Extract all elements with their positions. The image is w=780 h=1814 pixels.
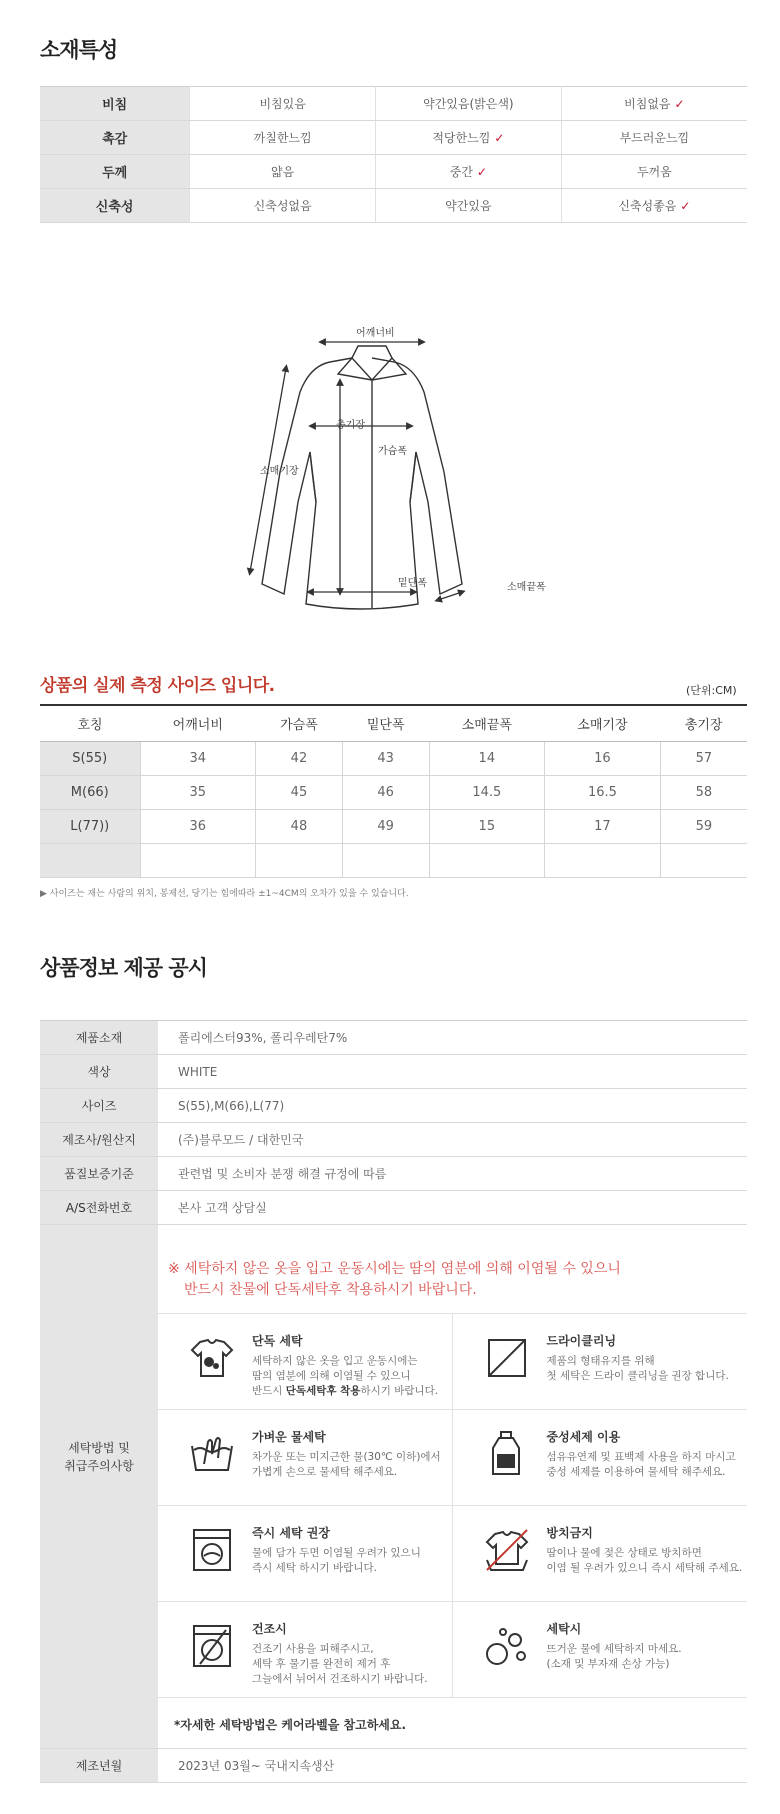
material-option xyxy=(190,189,376,223)
size-chart-unit: (단위:CM) xyxy=(686,684,737,697)
info-row xyxy=(40,1021,747,1055)
material-row-label: 촉감 xyxy=(40,121,190,155)
material-option xyxy=(376,189,562,223)
size-cell: 34 xyxy=(140,741,256,775)
diagram-label-sleeve-length: 소매기장 xyxy=(260,466,299,477)
size-cell: 59 xyxy=(660,809,747,843)
care-item-desc xyxy=(252,1546,452,1576)
info-row-label: 제품소재 xyxy=(40,1021,158,1055)
size-column-header: 밑단폭 xyxy=(342,705,429,741)
diagram-label-chest: 가슴폭 xyxy=(378,446,407,457)
material-option xyxy=(376,155,562,189)
size-column-header: 소매기장 xyxy=(545,705,661,741)
size-chart-table xyxy=(40,704,747,878)
care-item xyxy=(453,1602,748,1698)
care-desc-line: 이염 될 우려가 있으니 즉시 세탁해 주세요. xyxy=(546,1562,743,1574)
size-cell: 49 xyxy=(342,809,429,843)
material-option xyxy=(190,155,376,189)
info-row-label: A/S전화번호 xyxy=(40,1191,158,1225)
info-row-label: 사이즈 xyxy=(40,1089,158,1123)
size-cell xyxy=(545,843,661,877)
info-row-value: 관련법 및 소비자 분쟁 해결 규정에 따름 xyxy=(158,1157,747,1191)
size-row xyxy=(40,843,747,877)
care-item-desc xyxy=(252,1354,452,1399)
size-chart-heading: 상품의 실제 측정 사이즈 입니다. xyxy=(40,676,275,696)
material-option xyxy=(376,87,562,121)
size-row xyxy=(40,809,747,843)
care-warning-line2: 반드시 찬물에 단독세탁후 착용하시기 바랍니다. xyxy=(184,1282,477,1298)
size-column-header: 가슴폭 xyxy=(256,705,343,741)
material-option-label: 두꺼움 xyxy=(636,165,672,179)
material-option-label: 중간 xyxy=(449,165,473,179)
info-row-value: WHITE xyxy=(158,1055,747,1089)
care-desc-emphasis: 단독세탁후 착용 xyxy=(285,1385,361,1397)
material-row xyxy=(40,155,747,189)
dryer-icon xyxy=(186,1620,238,1672)
care-item-desc xyxy=(547,1450,747,1480)
size-cell xyxy=(660,843,747,877)
washing-machine-icon xyxy=(186,1524,238,1576)
care-desc-line: 세탁하지 않은 옷을 입고 운동시에는 xyxy=(252,1355,418,1367)
care-item xyxy=(158,1410,453,1506)
care-item-desc xyxy=(547,1546,747,1576)
size-cell: 16 xyxy=(545,741,661,775)
size-row-label: S(55) xyxy=(40,741,140,775)
info-row xyxy=(40,1749,747,1783)
material-option xyxy=(561,155,747,189)
info-row-value: 폴리에스터93%, 폴리우레탄7% xyxy=(158,1021,747,1055)
size-column-header: 소매끝폭 xyxy=(429,705,545,741)
size-row-label: M(66) xyxy=(40,775,140,809)
diagram-label-shoulder: 어깨너비 xyxy=(356,328,395,339)
info-row xyxy=(40,1089,747,1123)
material-option xyxy=(561,121,747,155)
material-row-label: 신축성 xyxy=(40,189,190,223)
material-table xyxy=(40,86,747,223)
material-option xyxy=(190,87,376,121)
hand-wash-icon xyxy=(186,1428,238,1480)
size-row-label xyxy=(40,843,140,877)
material-option-label: 신축성좋음 xyxy=(618,199,677,213)
size-cell: 17 xyxy=(545,809,661,843)
selected-check-icon: ✓ xyxy=(674,97,685,111)
material-row-label: 비침 xyxy=(40,87,190,121)
material-option xyxy=(376,121,562,155)
size-cell: 36 xyxy=(140,809,256,843)
material-option-label: 얇음 xyxy=(271,165,295,179)
care-item-title: 세탁시 xyxy=(546,1622,582,1636)
care-desc-line: (소재 및 부자재 손상 가능) xyxy=(546,1658,670,1670)
material-option-label: 신축성없음 xyxy=(253,199,312,213)
product-info-table xyxy=(40,1020,747,1783)
care-grid xyxy=(158,1313,747,1698)
care-desc-line: 뜨거운 물에 세탁하지 마세요. xyxy=(546,1643,682,1655)
size-cell: 57 xyxy=(660,741,747,775)
care-item xyxy=(453,1506,748,1602)
info-row xyxy=(40,1157,747,1191)
info-row-value: (주)블루모드 / 대한민국 xyxy=(158,1123,747,1157)
jacket-diagram xyxy=(240,322,570,632)
size-row xyxy=(40,741,747,775)
care-item xyxy=(158,1602,453,1698)
material-option xyxy=(190,121,376,155)
size-cell: 14.5 xyxy=(429,775,545,809)
care-desc-line: 물에 담가 두면 이염될 우려가 있으니 xyxy=(252,1547,421,1559)
info-row-value: 본사 고객 상담실 xyxy=(158,1191,747,1225)
material-option xyxy=(561,189,747,223)
care-item-title: 중성세제 이용 xyxy=(546,1430,621,1444)
dry-clean-icon xyxy=(481,1332,533,1384)
care-label: 세탁방법 및 취급주의사항 xyxy=(40,1225,158,1749)
care-desc-line: 세탁 후 물기를 완전히 제거 후 xyxy=(252,1658,391,1670)
size-column-header: 호칭 xyxy=(40,705,140,741)
info-row-label: 제조년월 xyxy=(40,1749,158,1783)
selected-check-icon: ✓ xyxy=(494,131,505,145)
info-row xyxy=(40,1055,747,1089)
size-cell: 48 xyxy=(256,809,343,843)
material-row-label: 두께 xyxy=(40,155,190,189)
info-row-label: 제조사/원산지 xyxy=(40,1123,158,1157)
care-desc-line: 그늘에서 뉘어서 건조하시기 바랍니다. xyxy=(252,1673,428,1685)
size-column-header: 어깨너비 xyxy=(140,705,256,741)
care-desc-line: 땀이나 물에 젖은 상태로 방치하면 xyxy=(546,1547,702,1559)
material-option-label: 비침있음 xyxy=(259,97,306,111)
material-option-label: 약간있음 xyxy=(445,199,492,213)
care-desc-line: 첫 세탁은 드라이 클리닝을 권장 합니다. xyxy=(546,1370,729,1382)
care-item-title: 단독 세탁 xyxy=(252,1334,303,1348)
info-row-value: 2023년 03월~ 국내지속생산 xyxy=(158,1749,747,1783)
bubbles-icon xyxy=(481,1620,533,1672)
care-desc-line: 제품의 형태유지를 위해 xyxy=(546,1355,655,1367)
care-footnote: *자세한 세탁방법은 케어라벨을 참고하세요. xyxy=(174,1718,407,1732)
size-row xyxy=(40,775,747,809)
material-row xyxy=(40,121,747,155)
info-row-label: 품질보증기준 xyxy=(40,1157,158,1191)
material-option-label: 부드러운느낌 xyxy=(619,131,690,145)
info-row xyxy=(40,1191,747,1225)
size-cell: 46 xyxy=(342,775,429,809)
care-content xyxy=(158,1225,747,1749)
care-item-desc xyxy=(547,1642,747,1672)
no-leaving-icon xyxy=(481,1524,533,1576)
size-cell: 45 xyxy=(256,775,343,809)
info-row-label: 색상 xyxy=(40,1055,158,1089)
size-cell: 43 xyxy=(342,741,429,775)
material-option-label: 비침없음 xyxy=(624,97,671,111)
care-desc-line: 섬유유연제 및 표백제 사용을 하지 마시고 xyxy=(546,1451,736,1463)
diagram-label-cuff: 소매끝폭 xyxy=(507,582,546,593)
material-option-label: 약간있음(밝은색) xyxy=(423,97,514,111)
care-item-desc xyxy=(252,1450,452,1480)
size-cell xyxy=(342,843,429,877)
size-cell: 35 xyxy=(140,775,256,809)
care-desc-line: 즉시 세탁 하시기 바랍니다. xyxy=(252,1562,377,1574)
size-row-label: L(77)) xyxy=(40,809,140,843)
care-item-desc xyxy=(252,1642,452,1687)
material-section-title: 소재특성 xyxy=(40,38,118,62)
size-cell: 15 xyxy=(429,809,545,843)
material-option xyxy=(561,87,747,121)
size-chart-note: ▶ 사이즈는 재는 사람의 위치, 봉제선, 당기는 힘에따라 ±1~4CM의 오차가 있을 수 있습니다. xyxy=(40,889,409,899)
size-cell: 14 xyxy=(429,741,545,775)
info-section-title: 상품정보 제공 공시 xyxy=(40,956,207,980)
care-item-title: 즉시 세탁 권장 xyxy=(252,1526,330,1540)
material-option-label: 적당한느낌 xyxy=(432,131,491,145)
size-cell xyxy=(140,843,256,877)
selected-check-icon: ✓ xyxy=(476,165,487,179)
size-cell: 58 xyxy=(660,775,747,809)
care-item xyxy=(158,1506,453,1602)
care-desc-text: 반드시 xyxy=(252,1385,286,1397)
care-desc-line: 땀의 염분에 의해 이염될 수 있으니 xyxy=(252,1370,411,1382)
single-wash-icon xyxy=(186,1332,238,1384)
care-desc-line: 가볍게 손으로 물세탁 해주세요. xyxy=(252,1466,398,1478)
care-desc-text: 하시기 바랍니다. xyxy=(360,1385,439,1397)
material-row xyxy=(40,189,747,223)
care-desc-line xyxy=(252,1384,452,1399)
care-item-desc xyxy=(547,1354,747,1384)
care-desc-line: 차가운 또는 미지근한 물(30℃ 이하)에서 xyxy=(252,1451,441,1463)
info-row-value: S(55),M(66),L(77) xyxy=(158,1089,747,1123)
care-item-title: 드라이클리닝 xyxy=(546,1334,617,1348)
care-warning-line1: ※ 세탁하지 않은 옷을 입고 운동시에는 땀의 염분에 의해 이염될 수 있으니 xyxy=(168,1261,621,1277)
material-option-label: 까칠한느낌 xyxy=(253,131,312,145)
care-item-title: 건조시 xyxy=(252,1622,287,1636)
size-cell: 42 xyxy=(256,741,343,775)
care-item-title: 방치금지 xyxy=(546,1526,593,1540)
care-item xyxy=(453,1410,748,1506)
care-desc-line: 중성 세제를 이용하여 물세탁 해주세요. xyxy=(546,1466,726,1478)
care-item xyxy=(158,1314,453,1410)
care-desc-line: 건조기 사용을 피해주시고, xyxy=(252,1643,374,1655)
neutral-detergent-icon xyxy=(481,1428,533,1480)
diagram-label-hem: 밑단폭 xyxy=(398,578,427,589)
info-row xyxy=(40,1123,747,1157)
selected-check-icon: ✓ xyxy=(680,199,691,213)
care-row xyxy=(40,1225,747,1749)
material-row xyxy=(40,87,747,121)
size-column-header: 총기장 xyxy=(660,705,747,741)
size-cell: 16.5 xyxy=(545,775,661,809)
care-item xyxy=(453,1314,748,1410)
diagram-label-length: 총기장 xyxy=(336,420,365,431)
care-item-title: 가벼운 물세탁 xyxy=(252,1430,326,1444)
size-cell xyxy=(256,843,343,877)
size-cell xyxy=(429,843,545,877)
